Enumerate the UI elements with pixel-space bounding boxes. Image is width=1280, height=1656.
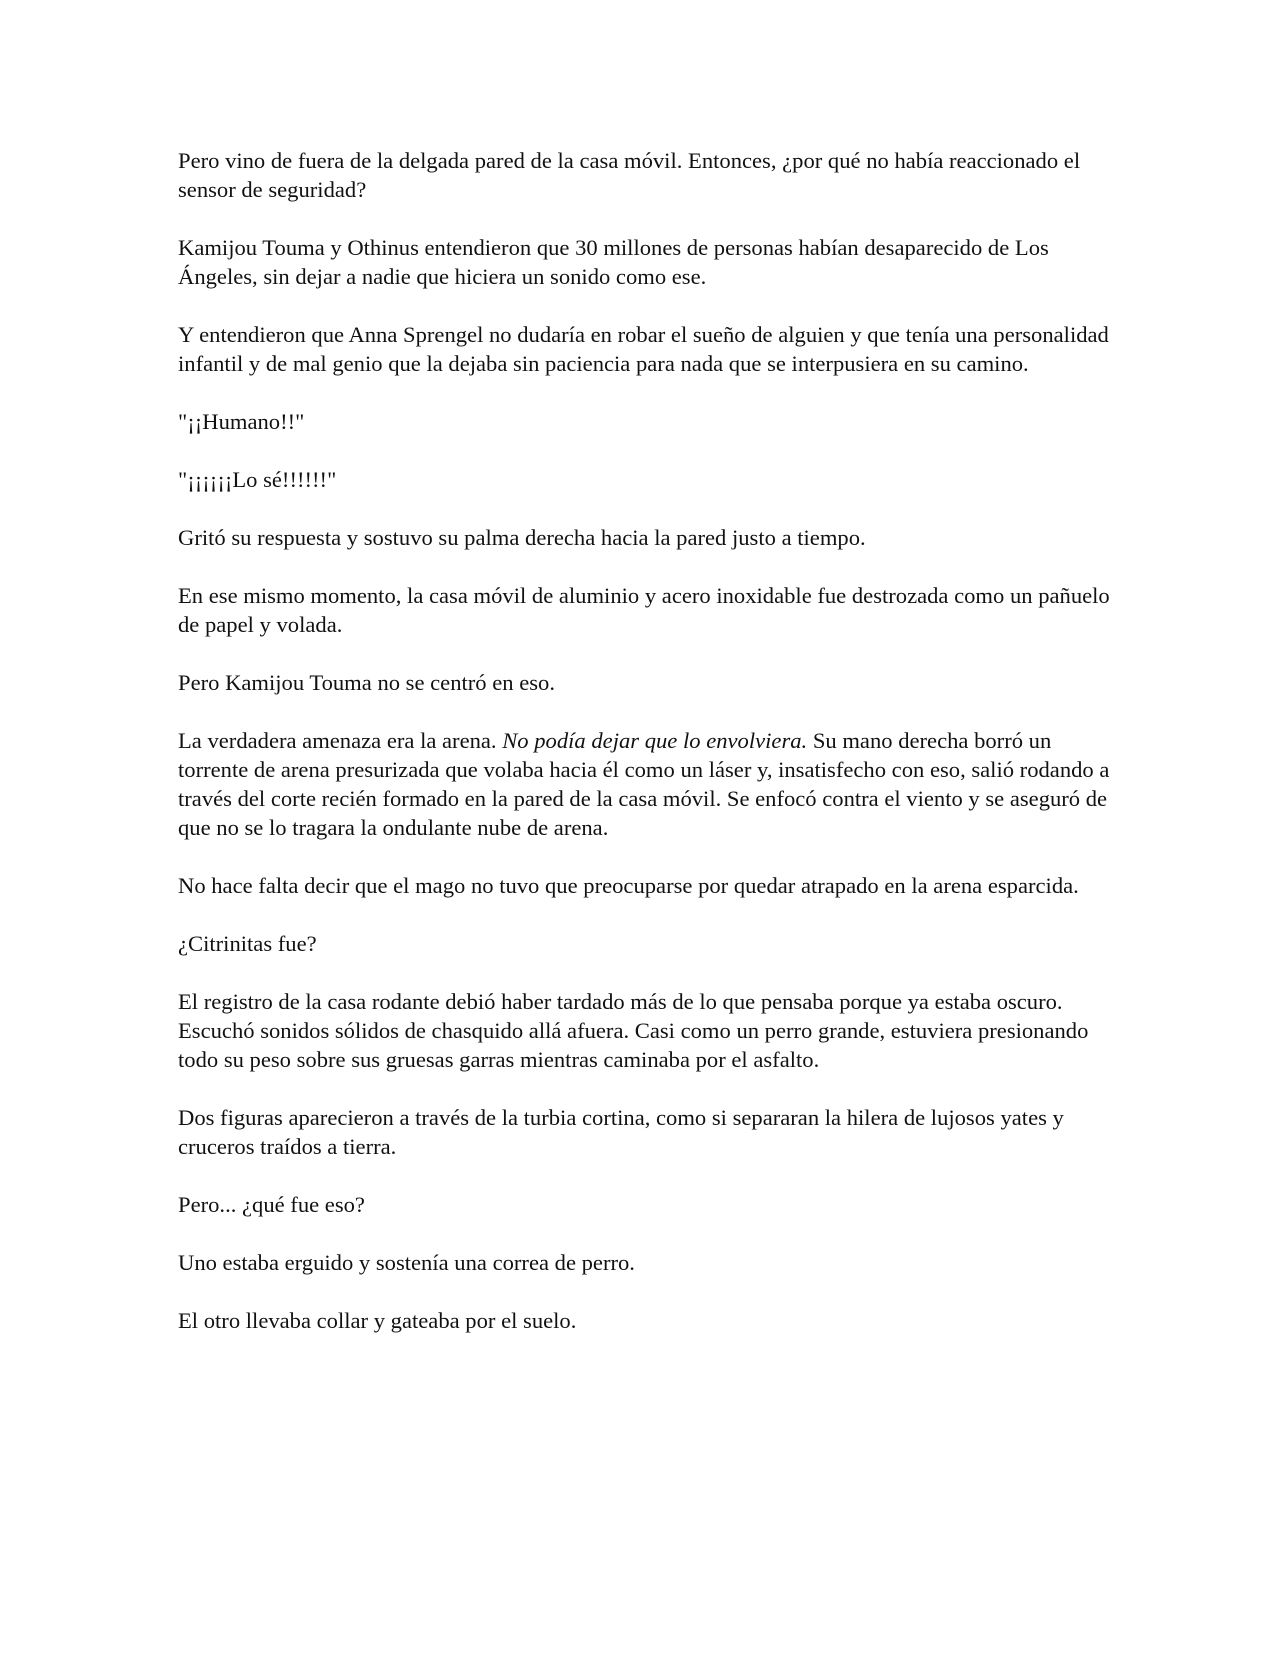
paragraph: Pero Kamijou Touma no se centró en eso. [178, 670, 555, 695]
text-run: La verdadera amenaza era la arena. [178, 728, 503, 753]
dialogue-line: "¡¡Humano!!" [178, 409, 305, 434]
paragraph: ¿Citrinitas fue? [178, 931, 317, 956]
document-page [178, 146, 1118, 1364]
italic-thought: No podía dejar que lo envolviera. [502, 728, 808, 753]
paragraph: Dos figuras aparecieron a través de la turbia cortina, como si separaran la hilera de lujosos yates y cruceros traídos a tierra. [178, 1105, 1064, 1159]
paragraph: Y entendieron que Anna Sprengel no dudaría en robar el sueño de alguien y que tenía una personalidad infantil y de mal genio que la dejaba sin paciencia para nada que se interpusiera en su camino. [178, 322, 1109, 376]
paragraph: Pero... ¿qué fue eso? [178, 1192, 365, 1217]
paragraph: Gritó su respuesta y sostuvo su palma derecha hacia la pared justo a tiempo. [178, 525, 866, 550]
paragraph: En ese mismo momento, la casa móvil de aluminio y acero inoxidable fue destrozada como un pañuelo de papel y volada. [178, 583, 1110, 637]
dialogue-line: "¡¡¡¡¡¡Lo sé!!!!!!" [178, 467, 337, 492]
paragraph: No hace falta decir que el mago no tuvo que preocuparse por quedar atrapado en la arena esparcida. [178, 873, 1079, 898]
paragraph: Pero vino de fuera de la delgada pared de la casa móvil. Entonces, ¿por qué no había reaccionado el sensor de seguridad? [178, 148, 1081, 202]
paragraph: El registro de la casa rodante debió haber tardado más de lo que pensaba porque ya estaba oscuro. Escuchó sonidos sólidos de chasquido allá afuera. Casi como un perro grande, estuviera presionando todo su peso sobre sus gruesas garras mientras caminaba por el asfalto. [178, 989, 1089, 1072]
paragraph: El otro llevaba collar y gateaba por el suelo. [178, 1308, 577, 1333]
paragraph: Kamijou Touma y Othinus entendieron que 30 millones de personas habían desaparecido de Los Ángeles, sin dejar a nadie que hiciera un sonido como ese. [178, 235, 1049, 289]
text-run: Su mano derecha borró un torrente de arena presurizada que volaba hacia él como un láser y, insatisfecho con eso, salió rodando a través del corte recién formado en la pared de la casa móvil. Se enfocó contra el viento y se aseguró de que no se lo tragara la ondulante nube de arena. [178, 728, 1110, 840]
paragraph-with-italic [178, 726, 1118, 842]
paragraph: Uno estaba erguido y sostenía una correa de perro. [178, 1250, 635, 1275]
